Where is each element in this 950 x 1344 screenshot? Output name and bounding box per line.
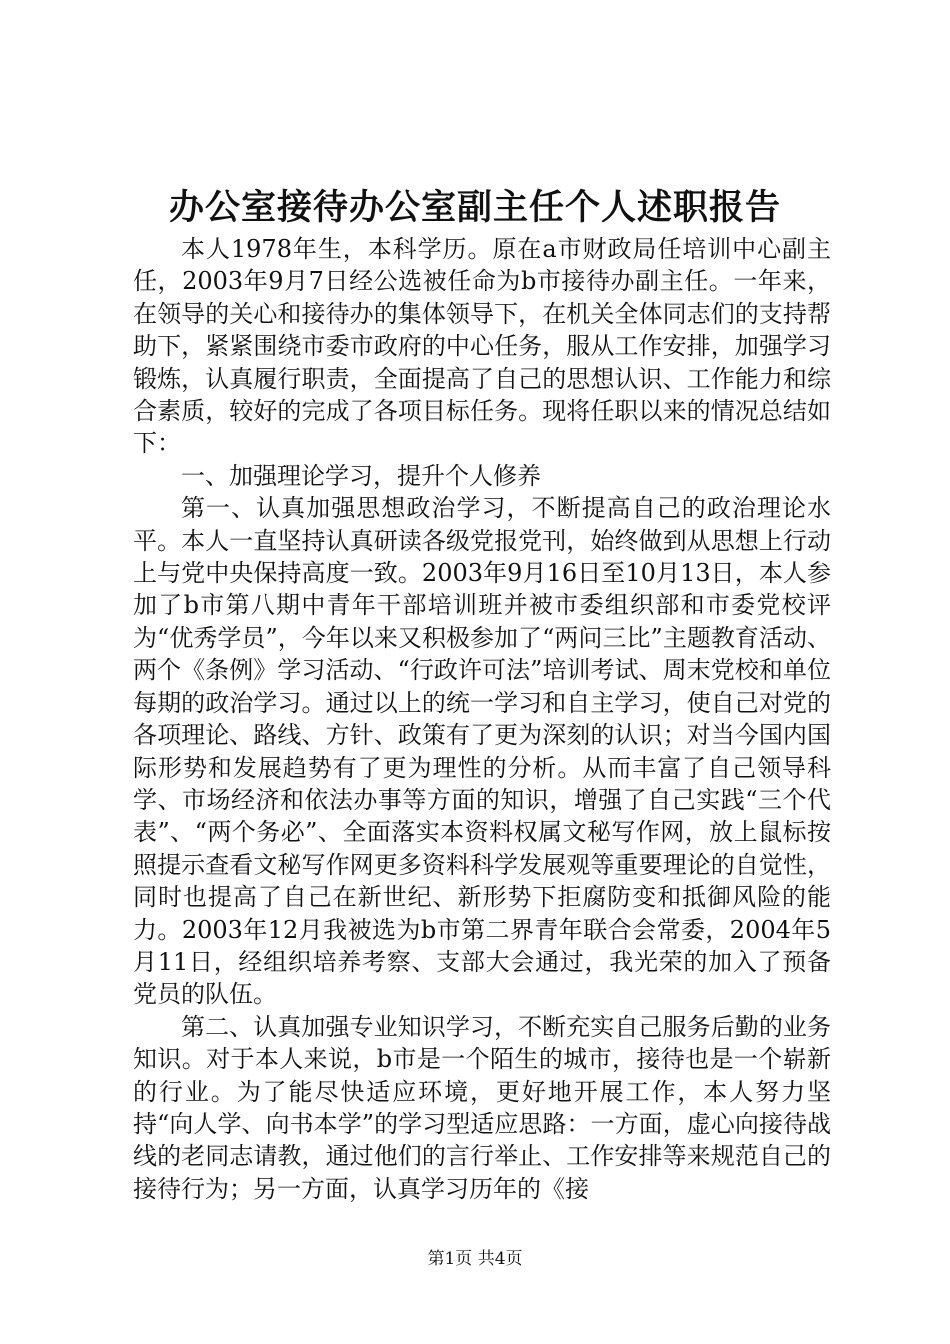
section-heading: 一、加强理论学习，提升个人修养 — [181, 461, 541, 490]
body-paragraph: 第二、认真加强专业知识学习，不断充实自己服务后勤的业务知识。对于本人来说，b市是一个陌生的城市，接待也是一个崭新的行业。为了能尽快适应环境，更好地开展工作，本人努力坚持“向人学、向书本学”的学习型适应思路：一方面，虚心向接待战线的老同志请教，通过他们的言行举止、工作安排等来规范自己的接待行为；另一方面，认真学习历年的《接 — [133, 1012, 831, 1203]
body-paragraph: 第一、认真加强思想政治学习，不断提高自己的政治理论水平。本人一直坚持认真研读各级党报党刊，始终做到从思想上行动上与党中央保持高度一致。2003年9月16日至10月13日，本人参加了b市第八期中青年干部培训班并被市委组织部和市委党校评为“优秀学员”，今年以来又积极参加了“两问三比”主题教育活动、两个《条例》学习活动、“行政许可法”培训考试、周末党校和单位每期的政治学习。通过以上的统一学习和自主学习，使自己对党的各项理论、路线、方针、政策有了更为深刻的认识；对当今国内国际形势和发展趋势有了更为理性的分析。从而丰富了自己领导科学、市场经济和依法办事等方面的知识，增强了自己实践“三个代表”、“两个务必”、全面落实本资料权属文秘写作网，放上鼠标按照提示查看文秘写作网更多资料科学发展观等重要理论的自觉性，同时也提高了自己在新世纪、新形势下拒腐防变和抵御风险的能力。2003年12月我被选为b市第二界青年联合会常委，2004年5月11日，经组织培养考察、支部大会通过，我光荣的加入了预备党员的队伍。 — [133, 494, 831, 1009]
document-title: 办公室接待办公室副主任个人述职报告 — [168, 187, 781, 228]
page-footer: 第1页 共4页 — [427, 1249, 523, 1269]
intro-paragraph: 本人1978年生，本科学历。原在a市财政局任培训中心副主任，2003年9月7日经公选被任命为b市接待办副主任。一年来，在领导的关心和接待办的集体领导下，在机关全体同志们的支持帮助下，紧紧围绕市委市政府的中心任务，服从工作安排，加强学习锻炼，认真履行职责，全面提高了自己的思想认识、工作能力和综合素质，较好的完成了各项目标任务。现将任职以来的情况总结如下： — [133, 235, 831, 458]
document-body — [133, 233, 831, 1205]
